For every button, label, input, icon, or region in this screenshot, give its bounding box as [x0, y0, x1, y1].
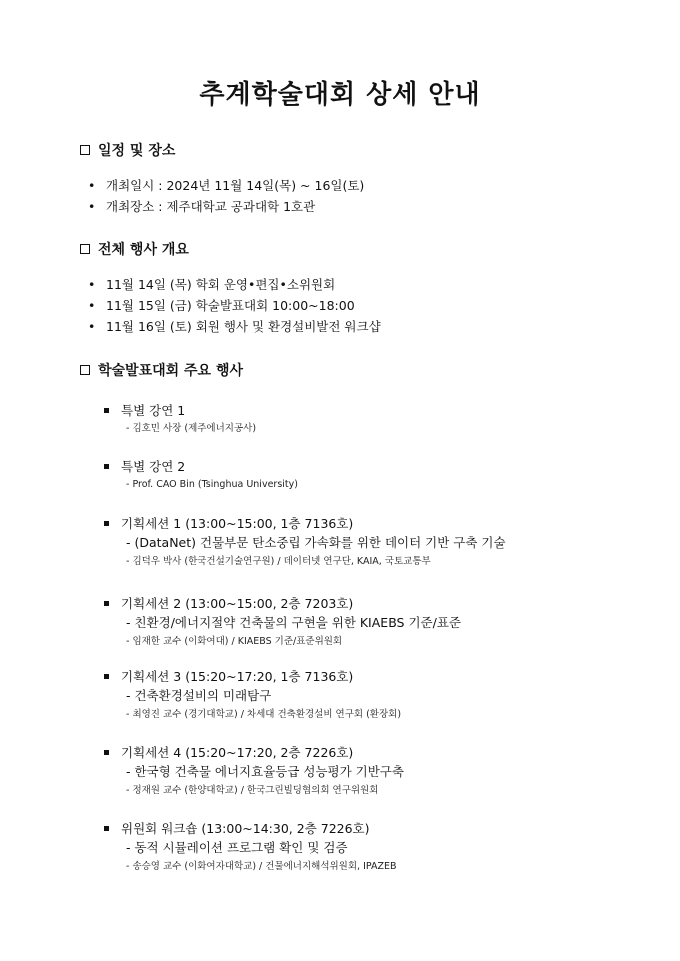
- event-speaker: - 송승영 교수 (이화여자대학교) / 건물에너지해석위원회, IPAZEB: [126, 861, 397, 872]
- list-item: • 11월 14일 (목) 학회 운영•편집•소위원회: [88, 274, 381, 295]
- square-bullet-icon: [104, 750, 109, 755]
- square-bullet-icon: [104, 521, 109, 526]
- list-item: • 11월 15일 (금) 학술발표대회 10:00~18:00: [88, 295, 381, 316]
- event-item: [104, 593, 461, 651]
- list-item: • 개최장소 : 제주대학교 공과대학 1호관: [88, 196, 364, 217]
- event-topic: - 한국형 건축물 에너지효율등급 성능평가 기반구축: [126, 764, 404, 779]
- event-speaker: - 김호민 사장 (제주에너지공사): [126, 423, 257, 434]
- event-item: [104, 456, 298, 494]
- square-bullet-icon: [104, 601, 109, 606]
- section-heading-text: 학술발표대회 주요 행사: [98, 363, 243, 379]
- event-title: 특별 강연 2: [121, 459, 186, 474]
- checkbox-icon: [80, 244, 90, 254]
- event-title: 기획세션 4 (15:20~17:20, 2층 7226호): [121, 745, 354, 760]
- event-speaker: - 최영진 교수 (경기대학교) / 차세대 건축환경설비 연구회 (환장회): [126, 709, 402, 720]
- section-heading-text: 전체 행사 개요: [98, 242, 189, 258]
- event-item: [104, 513, 506, 571]
- schedule-list: [88, 175, 364, 217]
- square-bullet-icon: [104, 674, 109, 679]
- event-title: 기획세션 2 (13:00~15:00, 2층 7203호): [121, 596, 354, 611]
- event-speaker: - 임재한 교수 (이화여대) / KIAEBS 기준/표준위원회: [126, 636, 343, 647]
- section-heading-text: 일정 및 장소: [98, 143, 176, 159]
- event-topic: - 건축환경설비의 미래탐구: [126, 688, 272, 703]
- square-bullet-icon: [104, 408, 109, 413]
- event-speaker: - 정재원 교수 (한양대학교) / 한국그린빌딩협의회 연구위원회: [126, 785, 379, 796]
- event-item: [104, 742, 404, 800]
- section-heading-main-events: [80, 360, 243, 380]
- event-item: [104, 818, 397, 876]
- bullet-icon: •: [88, 319, 96, 334]
- bullet-icon: •: [88, 298, 96, 313]
- event-item: [104, 400, 256, 438]
- event-topic: - 동적 시뮬레이션 프로그램 확인 및 검증: [126, 840, 348, 855]
- event-title: 위원회 워크숍 (13:00~14:30, 2층 7226호): [121, 821, 370, 836]
- event-title: 기획세션 1 (13:00~15:00, 1층 7136호): [121, 516, 354, 531]
- event-item: [104, 666, 401, 724]
- overview-list: [88, 274, 381, 337]
- bullet-icon: •: [88, 178, 96, 193]
- square-bullet-icon: [104, 826, 109, 831]
- list-item: • 11월 16일 (토) 회원 행사 및 환경설비발전 워크샵: [88, 316, 381, 337]
- event-topic: - 친환경/에너지절약 건축물의 구현을 위한 KIAEBS 기준/표준: [126, 615, 461, 630]
- event-speaker: - Prof. CAO Bin (Tsinghua University): [126, 479, 298, 490]
- event-title: 기획세션 3 (15:20~17:20, 1층 7136호): [121, 669, 354, 684]
- bullet-icon: •: [88, 277, 96, 292]
- section-heading-overview: [80, 239, 189, 259]
- checkbox-icon: [80, 365, 90, 375]
- square-bullet-icon: [104, 464, 109, 469]
- list-item: • 개최일시 : 2024년 11월 14일(목) ~ 16일(토): [88, 175, 364, 196]
- bullet-icon: •: [88, 199, 96, 214]
- event-speaker: - 김덕우 박사 (한국건설기술연구원) / 데이터넷 연구단, KAIA, 국토교통부: [126, 556, 431, 567]
- event-title: 특별 강연 1: [121, 403, 186, 418]
- event-topic: - (DataNet) 건물부문 탄소중립 가속화를 위한 데이터 기반 구축 기술: [126, 535, 506, 550]
- checkbox-icon: [80, 145, 90, 155]
- page-title: 추계학술대회 상세 안내: [199, 80, 481, 110]
- section-heading-schedule: [80, 140, 175, 160]
